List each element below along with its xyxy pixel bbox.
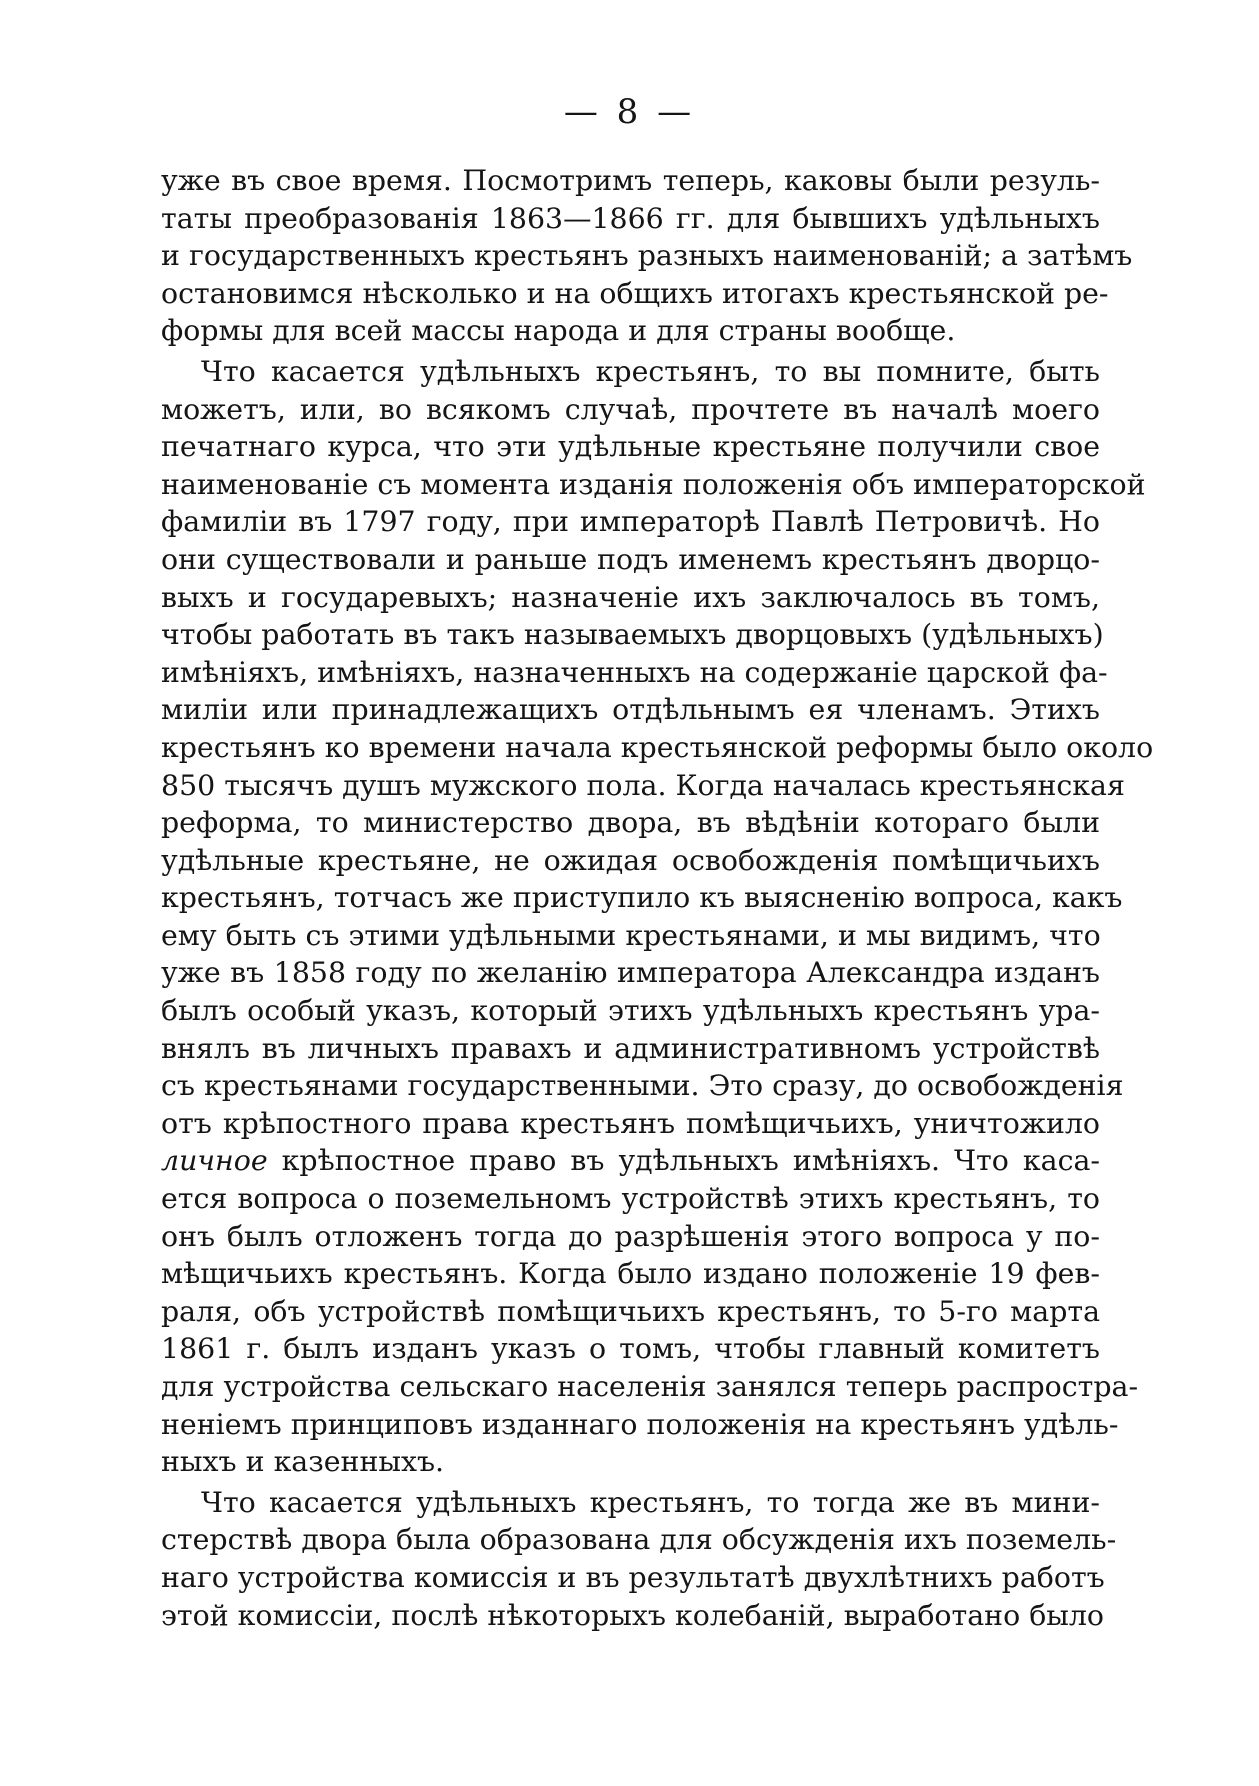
page-number: — 8 — — [563, 92, 696, 132]
text-line: наименованіе съ момента изданія положенія объ императорской — [161, 467, 1146, 501]
text-line: они существовали и раньше подъ именемъ крестьянъ дворцо- — [161, 542, 1100, 576]
text-line: этой комиссіи, послѣ нѣкоторыхъ колебаній, выработано было — [161, 1598, 1105, 1632]
text-line: формы для всей массы народа и для страны вообще. — [161, 314, 956, 348]
text-line: крестьянъ ко времени начала крестьянской реформы было около — [161, 730, 1154, 764]
text-line: удѣльные крестьяне, не ожидая освобожденія помѣщичьихъ — [161, 843, 1100, 877]
text-line: наго устройства комиссія и въ результатѣ двухлѣтнихъ работъ — [161, 1560, 1105, 1594]
paragraph — [161, 353, 1154, 1481]
text-line: таты преобразованія 1863—1866 гг. для бывшихъ удѣльныхъ — [161, 201, 1100, 235]
text-line: ему быть съ этими удѣльными крестьянами, и мы видимъ, что — [161, 918, 1101, 952]
text-line: стерствѣ двора была образована для обсужденія ихъ поземель- — [161, 1523, 1117, 1557]
text-line: остановимся нѣсколько и на общихъ итогахъ крестьянской ре- — [161, 276, 1109, 310]
text-line: отъ крѣпостного права крестьянъ помѣщичьихъ, уничтожило — [161, 1106, 1100, 1140]
text-line: миліи или принадлежащихъ отдѣльнымъ ея членамъ. Этихъ — [161, 693, 1100, 727]
text-line: уже въ свое время. Посмотримъ теперь, каковы были резуль- — [161, 164, 1100, 197]
paragraph — [161, 1484, 1117, 1634]
text-line: реформа, то министерство двора, въ вѣдѣніи котораго были — [161, 806, 1100, 840]
text-line: ется вопроса о поземельномъ устройствѣ этихъ крестьянъ, то — [161, 1182, 1100, 1216]
text-line: печатнаго курса, что эти удѣльные крестьяне получили свое — [161, 430, 1100, 464]
text-line: Что касается удѣльныхъ крестьянъ, то тогда же въ мини- — [201, 1485, 1100, 1519]
text-line: Что касается удѣльныхъ крестьянъ, то вы помните, быть — [201, 354, 1100, 388]
text-line: раля, объ устройствѣ помѣщичьихъ крестьянъ, то 5-го марта — [161, 1294, 1100, 1328]
text-line: выхъ и государевыхъ; назначеніе ихъ заключалось въ томъ, — [161, 580, 1100, 614]
text-line: чтобы работать въ такъ называемыхъ дворцовыхъ (удѣльныхъ) — [161, 618, 1104, 652]
text-line: онъ былъ отложенъ тогда до разрѣшенія этого вопроса у по- — [161, 1219, 1100, 1253]
text-line: имѣніяхъ, имѣніяхъ, назначенныхъ на содержаніе царской фа- — [161, 655, 1108, 689]
text-line: мѣщичьихъ крестьянъ. Когда было издано положеніе 19 фев- — [161, 1257, 1100, 1291]
text-line: внялъ въ личныхъ правахъ и административномъ устройствѣ — [161, 1031, 1100, 1065]
text-line: былъ особый указъ, который этихъ удѣльныхъ крестьянъ ура- — [161, 994, 1100, 1028]
text-line: для устройства сельскаго населенія занялся теперь распростра- — [161, 1370, 1139, 1403]
text-line: 850 тысячъ душъ мужского пола. Когда началась крестьянская — [161, 768, 1125, 802]
text-line: можетъ, или, во всякомъ случаѣ, прочтете въ началѣ моего — [161, 392, 1100, 426]
paragraph — [161, 162, 1133, 350]
text-line: неніемъ принциповъ изданнаго положенія на крестьянъ удѣль- — [161, 1407, 1119, 1441]
text-line: личное крѣпостное право въ удѣльныхъ имѣніяхъ. Что каса- — [161, 1144, 1100, 1178]
text-line: фамиліи въ 1797 году, при императорѣ Павлѣ Петровичѣ. Но — [161, 505, 1100, 539]
text-line: 1861 г. былъ изданъ указъ о томъ, чтобы главный комитетъ — [161, 1332, 1100, 1366]
text-line: и государственныхъ крестьянъ разныхъ наименованій; а затѣмъ — [161, 239, 1133, 273]
text-line: крестьянъ, тотчасъ же приступило къ выясненію вопроса, какъ — [161, 881, 1123, 915]
text-line: ныхъ и казенныхъ. — [161, 1445, 445, 1479]
text-line: съ крестьянами государственными. Это сразу, до освобожденія — [161, 1069, 1124, 1103]
body-text — [161, 162, 1154, 1634]
text-line: уже въ 1858 году по желанію императора Александра изданъ — [161, 956, 1100, 990]
